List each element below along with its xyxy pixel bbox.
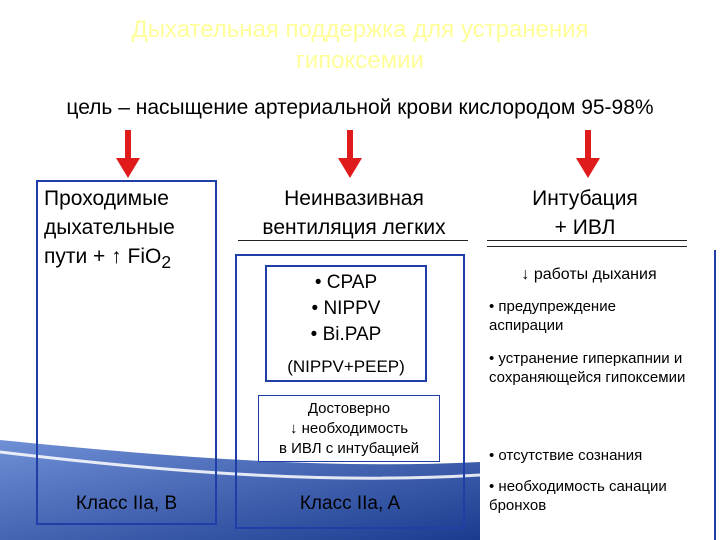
niv-divider	[238, 240, 468, 241]
benefit-item: • отсутствие сознания	[489, 447, 643, 464]
arrow-up-icon: ↑	[111, 245, 122, 268]
modes-note: (NIPPV+PEEP)	[287, 357, 405, 376]
intubation-heading-line-1: Интубация	[532, 187, 638, 210]
mode-item: • CPAP	[314, 272, 378, 293]
right-column-border	[714, 250, 716, 540]
fio-label: FiO	[121, 245, 162, 268]
intubation-divider	[487, 240, 687, 241]
airway-line-1: Проходимые	[44, 187, 169, 210]
arrow-down-icon-right	[576, 130, 600, 178]
evidence-line-2: ↓ необходимость	[289, 420, 409, 437]
benefit-item: • необходимость санации бронхов	[489, 478, 667, 514]
niv-heading-line-1: Неинвазивная	[284, 187, 424, 210]
benefit-item: ↓ работы дыхания	[521, 266, 657, 283]
airway-line-3	[44, 242, 214, 277]
evidence-line-1: Достоверно	[307, 400, 391, 417]
left-class-label: Класс IIa, B	[75, 493, 178, 514]
title-line-2: гипоксемии	[296, 47, 424, 74]
modes-list	[265, 270, 427, 348]
title-line-1: Дыхательная поддержка для устранения	[131, 16, 589, 43]
arrow-down-icon-middle	[338, 130, 362, 178]
middle-class-label: Класс IIa, A	[299, 493, 401, 514]
benefit-item: • устранение гиперкапнии и сохраняющейся гипоксемии	[489, 350, 686, 386]
airway-prefix: пути +	[44, 245, 112, 268]
evidence-text	[258, 399, 440, 459]
fio-subscript: 2	[161, 252, 172, 273]
intubation-divider-2	[487, 246, 687, 247]
arrow-down-icon-left	[116, 130, 140, 178]
airway-text	[44, 184, 214, 277]
page-title	[60, 14, 660, 76]
benefit-item: • предупреждение аспирации	[489, 298, 616, 334]
goal-text: цель – насыщение артериальной крови кислородом 95-98%	[66, 96, 654, 119]
airway-line-2: дыхательные	[44, 216, 175, 239]
niv-heading-line-2: вентиляция легких	[262, 216, 446, 239]
mode-item: • NIPPV	[311, 298, 381, 319]
niv-heading	[235, 184, 473, 242]
intubation-heading-line-2: + ИВЛ	[554, 216, 616, 239]
evidence-line-3: в ИВЛ с интубацией	[278, 440, 420, 457]
mode-item: • Bi.PAP	[310, 324, 382, 345]
intubation-heading	[485, 184, 685, 242]
